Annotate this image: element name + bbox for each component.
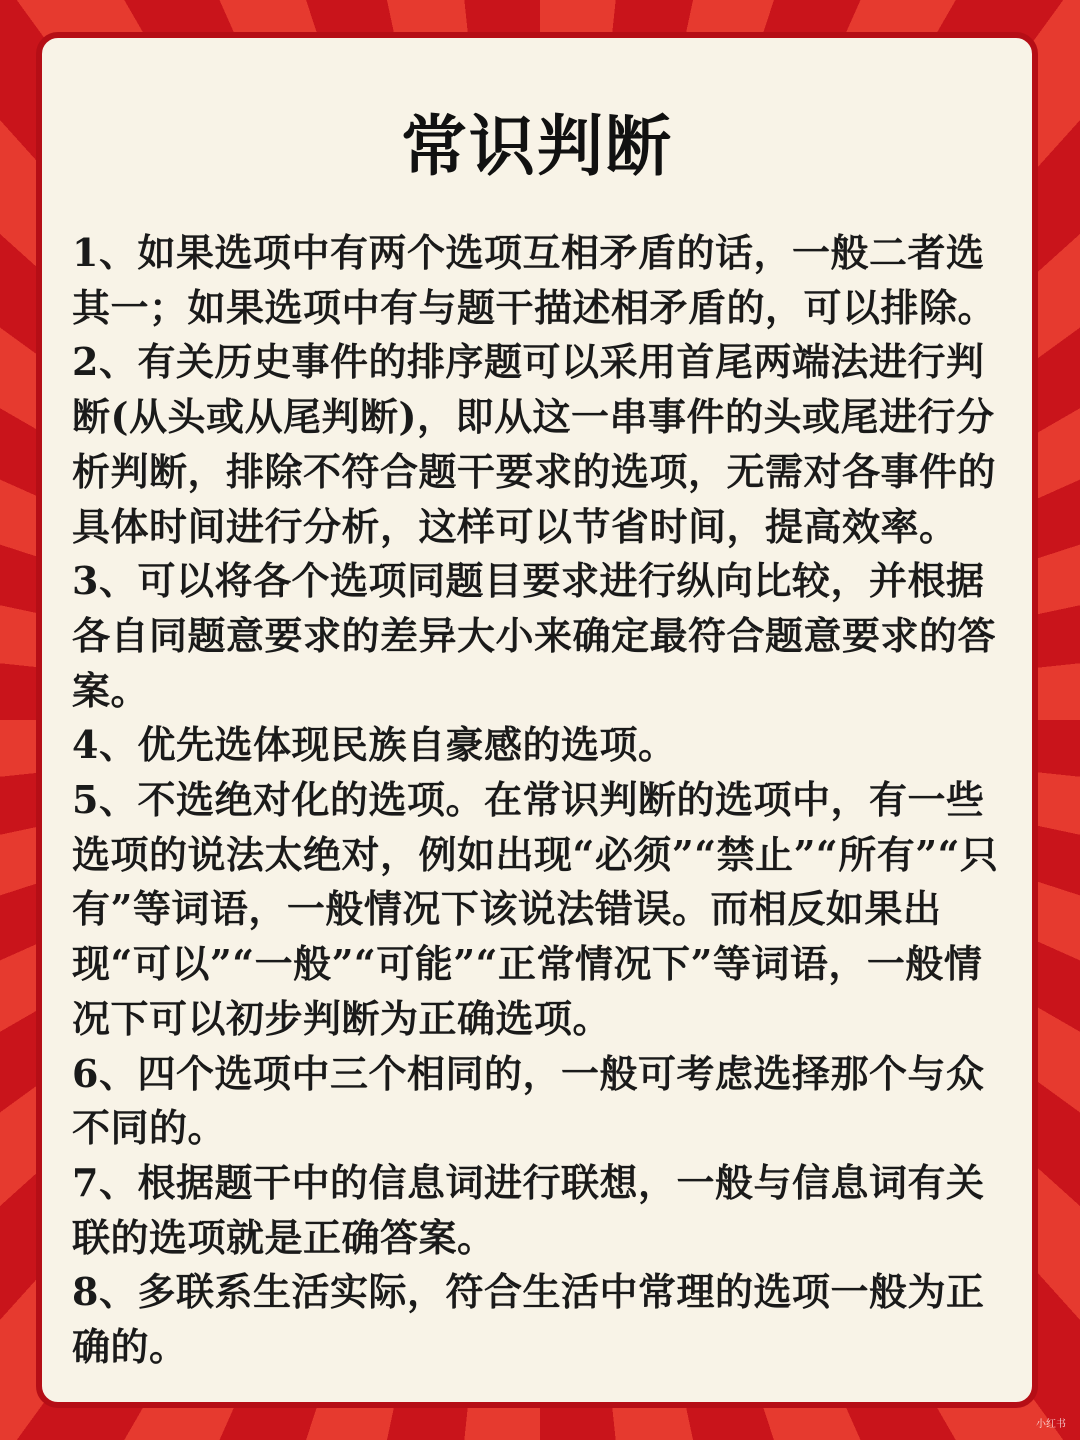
content-card <box>36 32 1038 1408</box>
tip-item-6: 6、四个选项中三个相同的，一般可考虑选择那个与众不同的。 <box>72 1050 985 1151</box>
tips-list <box>72 226 1004 1375</box>
tip-item-3: 3、可以将各个选项同题目要求进行纵向比较，并根据各自同题意要求的差异大小来确定最符合题意要求的答案。 <box>72 558 997 713</box>
page-title: 常识判断 <box>401 107 673 185</box>
tip-item-4: 4、优先选体现民族自豪感的选项。 <box>72 722 677 768</box>
tip-item-1: 1、如果选项中有两个选项互相矛盾的话，一般二者选其一；如果选项中有与题干描述相矛盾的，可以排除。 <box>72 230 997 330</box>
tip-item-8: 8、多联系生活实际，符合生活中常理的选项一般为正确的。 <box>72 1269 985 1370</box>
tip-item-5: 5、不选绝对化的选项。在常识判断的选项中，有一些选项的说法太绝对，例如出现“必须”“禁止”“所有”“只有”等词语，一般情况下该说法错误。而相反如果出现“可以”“一般”“可能”“正常情况下”等词语，一般情况下可以初步判断为正确选项。 <box>72 777 999 1041</box>
watermark: 小红书 <box>1036 1419 1066 1430</box>
tip-item-2: 2、有关历史事件的排序题可以采用首尾两端法进行判断(从头或从尾判断)，即从这一串事件的头或尾进行分析判断，排除不符合题干要求的选项，无需对各事件的具体时间进行分析，这样可以节省时间，提高效率。 <box>72 339 997 549</box>
tip-item-7: 7、根据题干中的信息词进行联想，一般与信息词有关联的选项就是正确答案。 <box>72 1159 985 1260</box>
